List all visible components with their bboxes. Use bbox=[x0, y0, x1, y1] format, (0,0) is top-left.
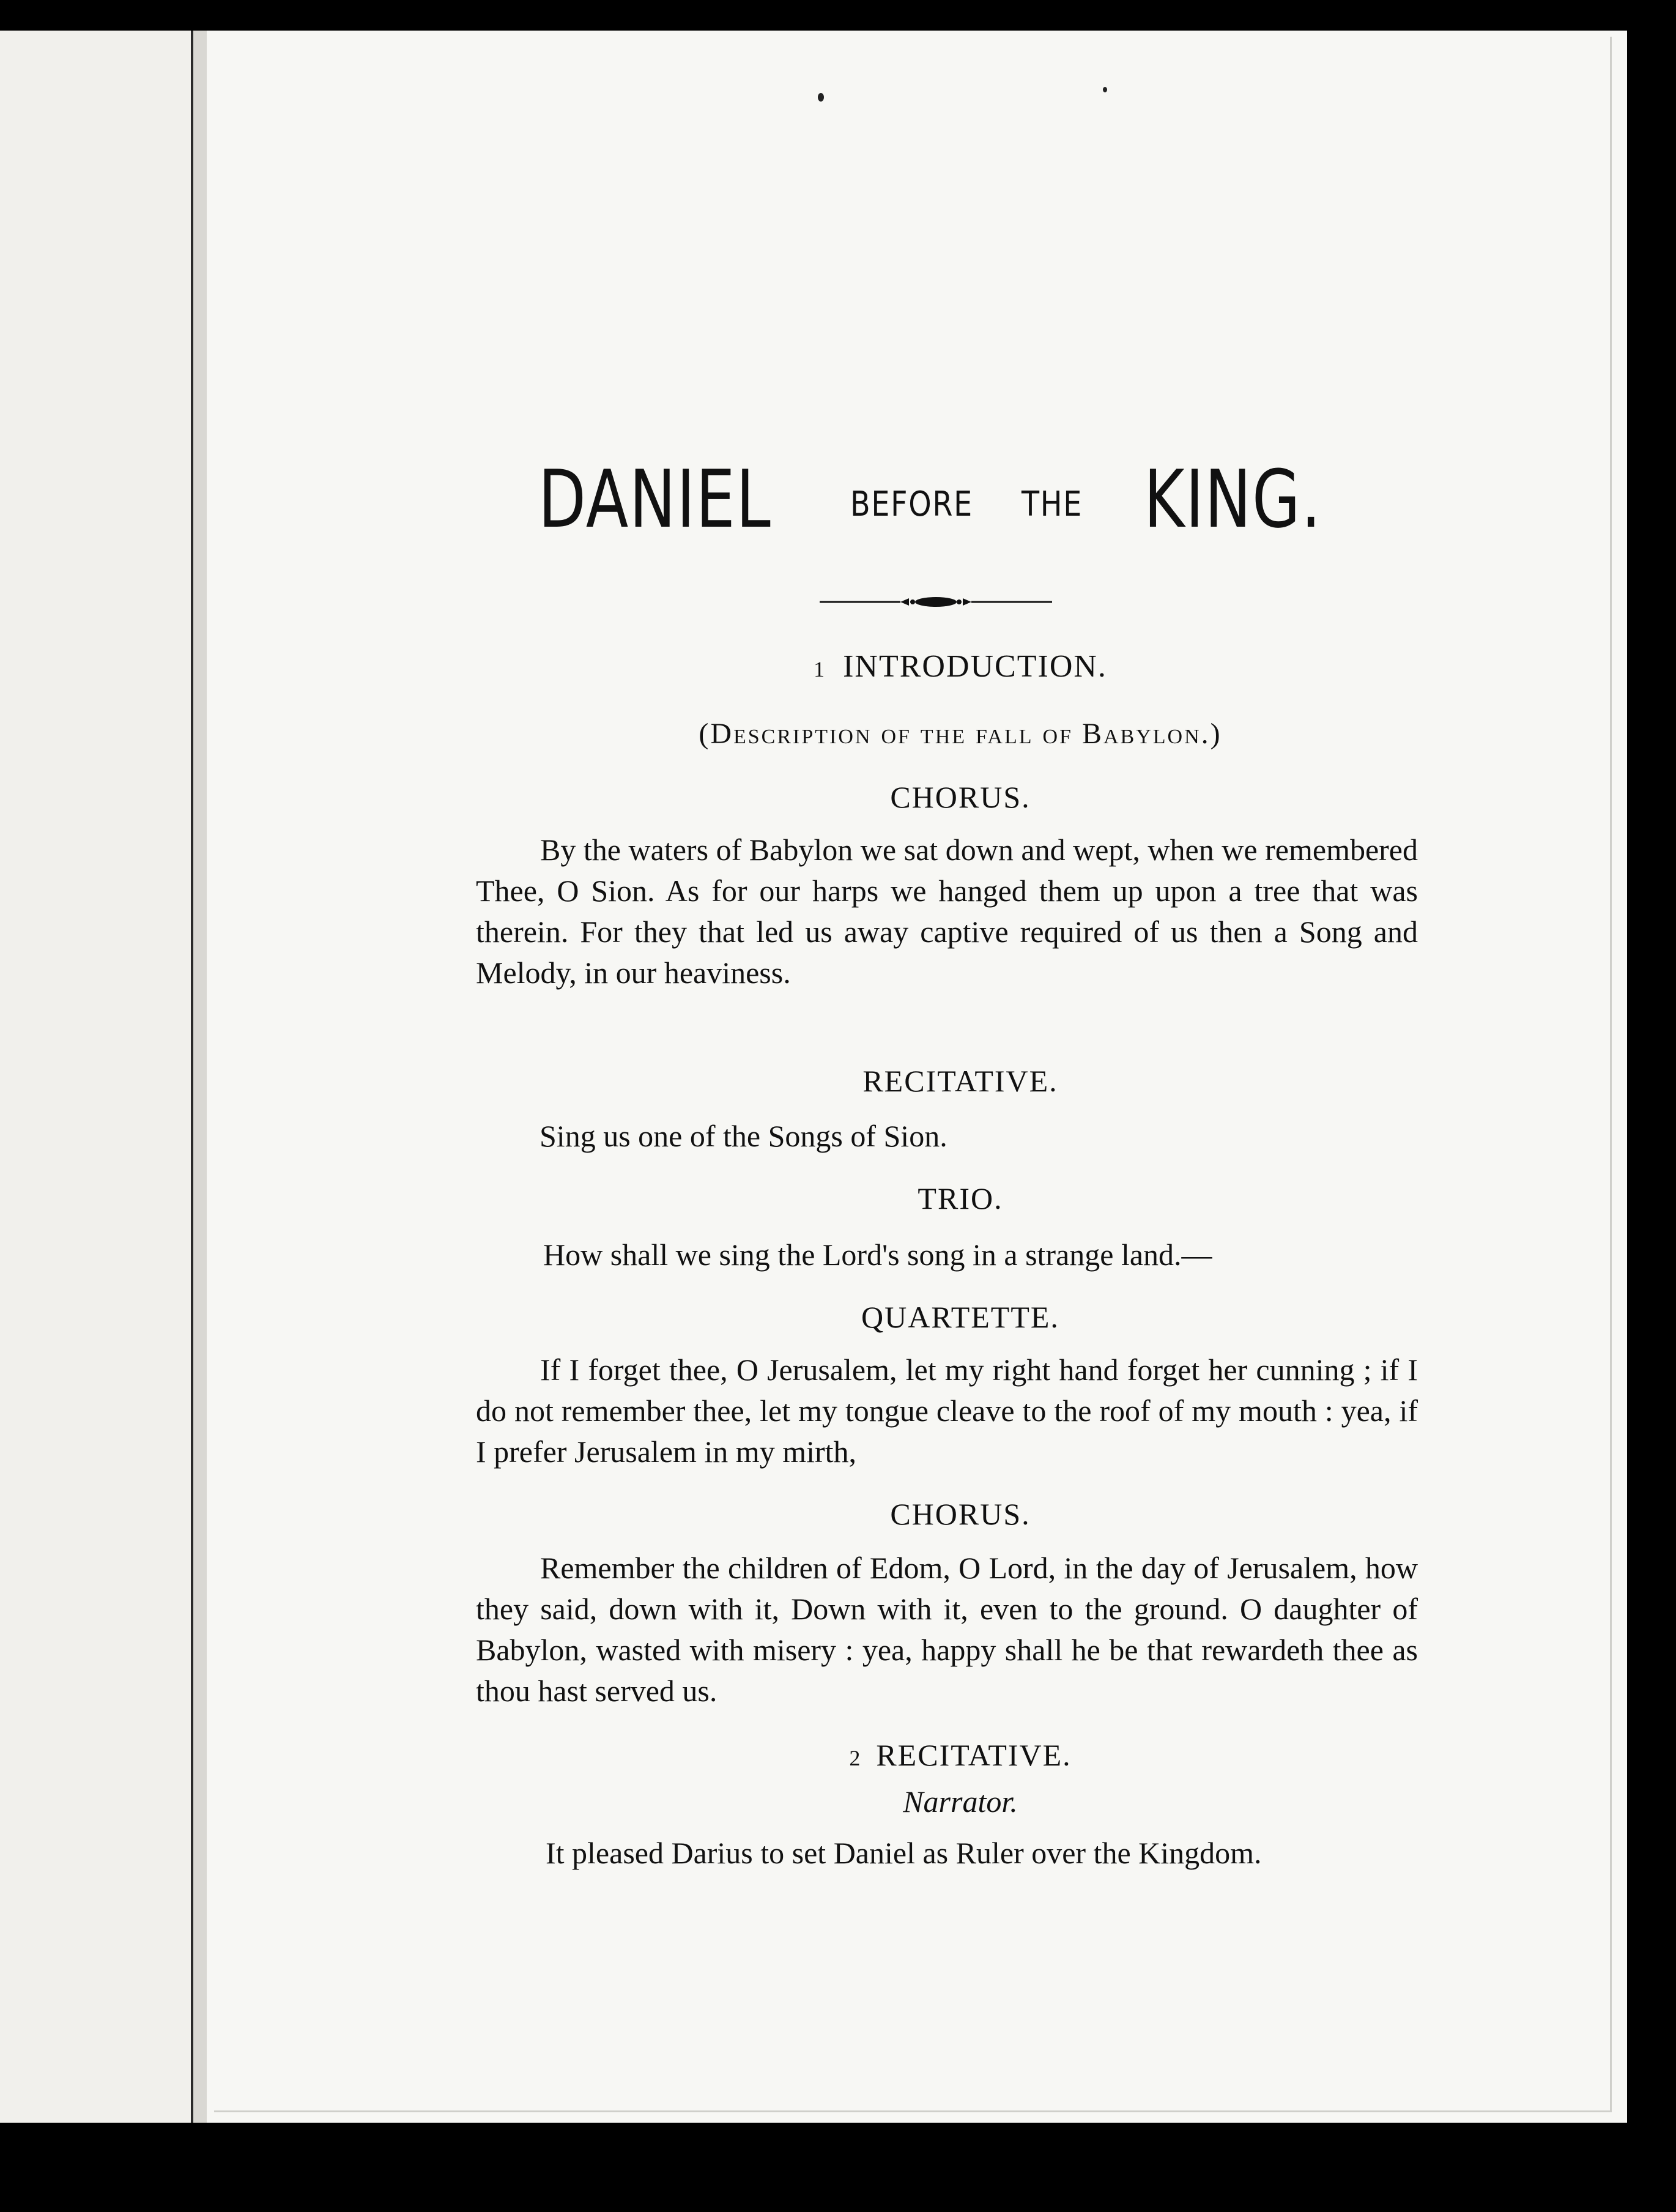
speck-mark bbox=[1103, 87, 1107, 92]
recitative-heading: RECITATIVE. bbox=[862, 1064, 1058, 1098]
title-word-daniel: DANIEL bbox=[538, 453, 772, 546]
section-number: 2 bbox=[849, 1746, 862, 1770]
trio-text: How shall we sing the Lord's song in a strange land.— bbox=[543, 1238, 1212, 1272]
recitative-text: It pleased Darius to set Daniel as Ruler over the Kingdom. bbox=[546, 1836, 1262, 1870]
section-subtitle: (Description of the fall of Babylon.) bbox=[699, 718, 1222, 750]
quartette-text: If I forget thee, O Jerusalem, let my right hand forget her cunning ; if I do not remember thee, let my tongue cleave to the roof of my mouth : yea, if I prefer Jerusalem in my mirth, bbox=[476, 1353, 1418, 1469]
trio-heading: TRIO. bbox=[918, 1181, 1003, 1215]
chorus-heading: CHORUS. bbox=[890, 1497, 1031, 1531]
section-title: INTRODUCTION. bbox=[843, 649, 1107, 684]
recitative-text: Sing us one of the Songs of Sion. bbox=[540, 1119, 947, 1153]
section-heading-recitative bbox=[465, 1737, 1456, 1773]
section-heading-introduction bbox=[465, 648, 1456, 685]
chorus-heading: CHORUS. bbox=[890, 780, 1031, 814]
ornamental-divider bbox=[820, 595, 1052, 609]
section-title: RECITATIVE. bbox=[876, 1738, 1072, 1772]
page-title bbox=[538, 453, 1352, 551]
gutter bbox=[193, 31, 207, 2123]
quartette-heading: QUARTETTE. bbox=[861, 1300, 1059, 1334]
speaker-label: Narrator. bbox=[903, 1784, 1018, 1819]
title-word-the: THE bbox=[1022, 484, 1083, 524]
left-page-edge bbox=[0, 31, 193, 2123]
chorus-text: Remember the children of Edom, O Lord, in the day of Jerusalem, how they said, down with it, Down with it, even to the ground. O daughter of Babylon, wasted with misery : yea, happy shall he be that rewardeth thee as thou hast served us. bbox=[476, 1551, 1418, 1708]
chorus-text: By the waters of Babylon we sat down and wept, when we remembered Thee, O Sion. As for our harps we hanged them up upon a tree that was therein. For they that led us away captive required of us then a Song and Melody, in our heaviness. bbox=[476, 833, 1418, 990]
section-number: 1 bbox=[814, 657, 826, 681]
speck-mark bbox=[818, 93, 824, 102]
title-word-before: BEFORE bbox=[850, 484, 973, 524]
title-word-king: KING. bbox=[1144, 453, 1322, 546]
